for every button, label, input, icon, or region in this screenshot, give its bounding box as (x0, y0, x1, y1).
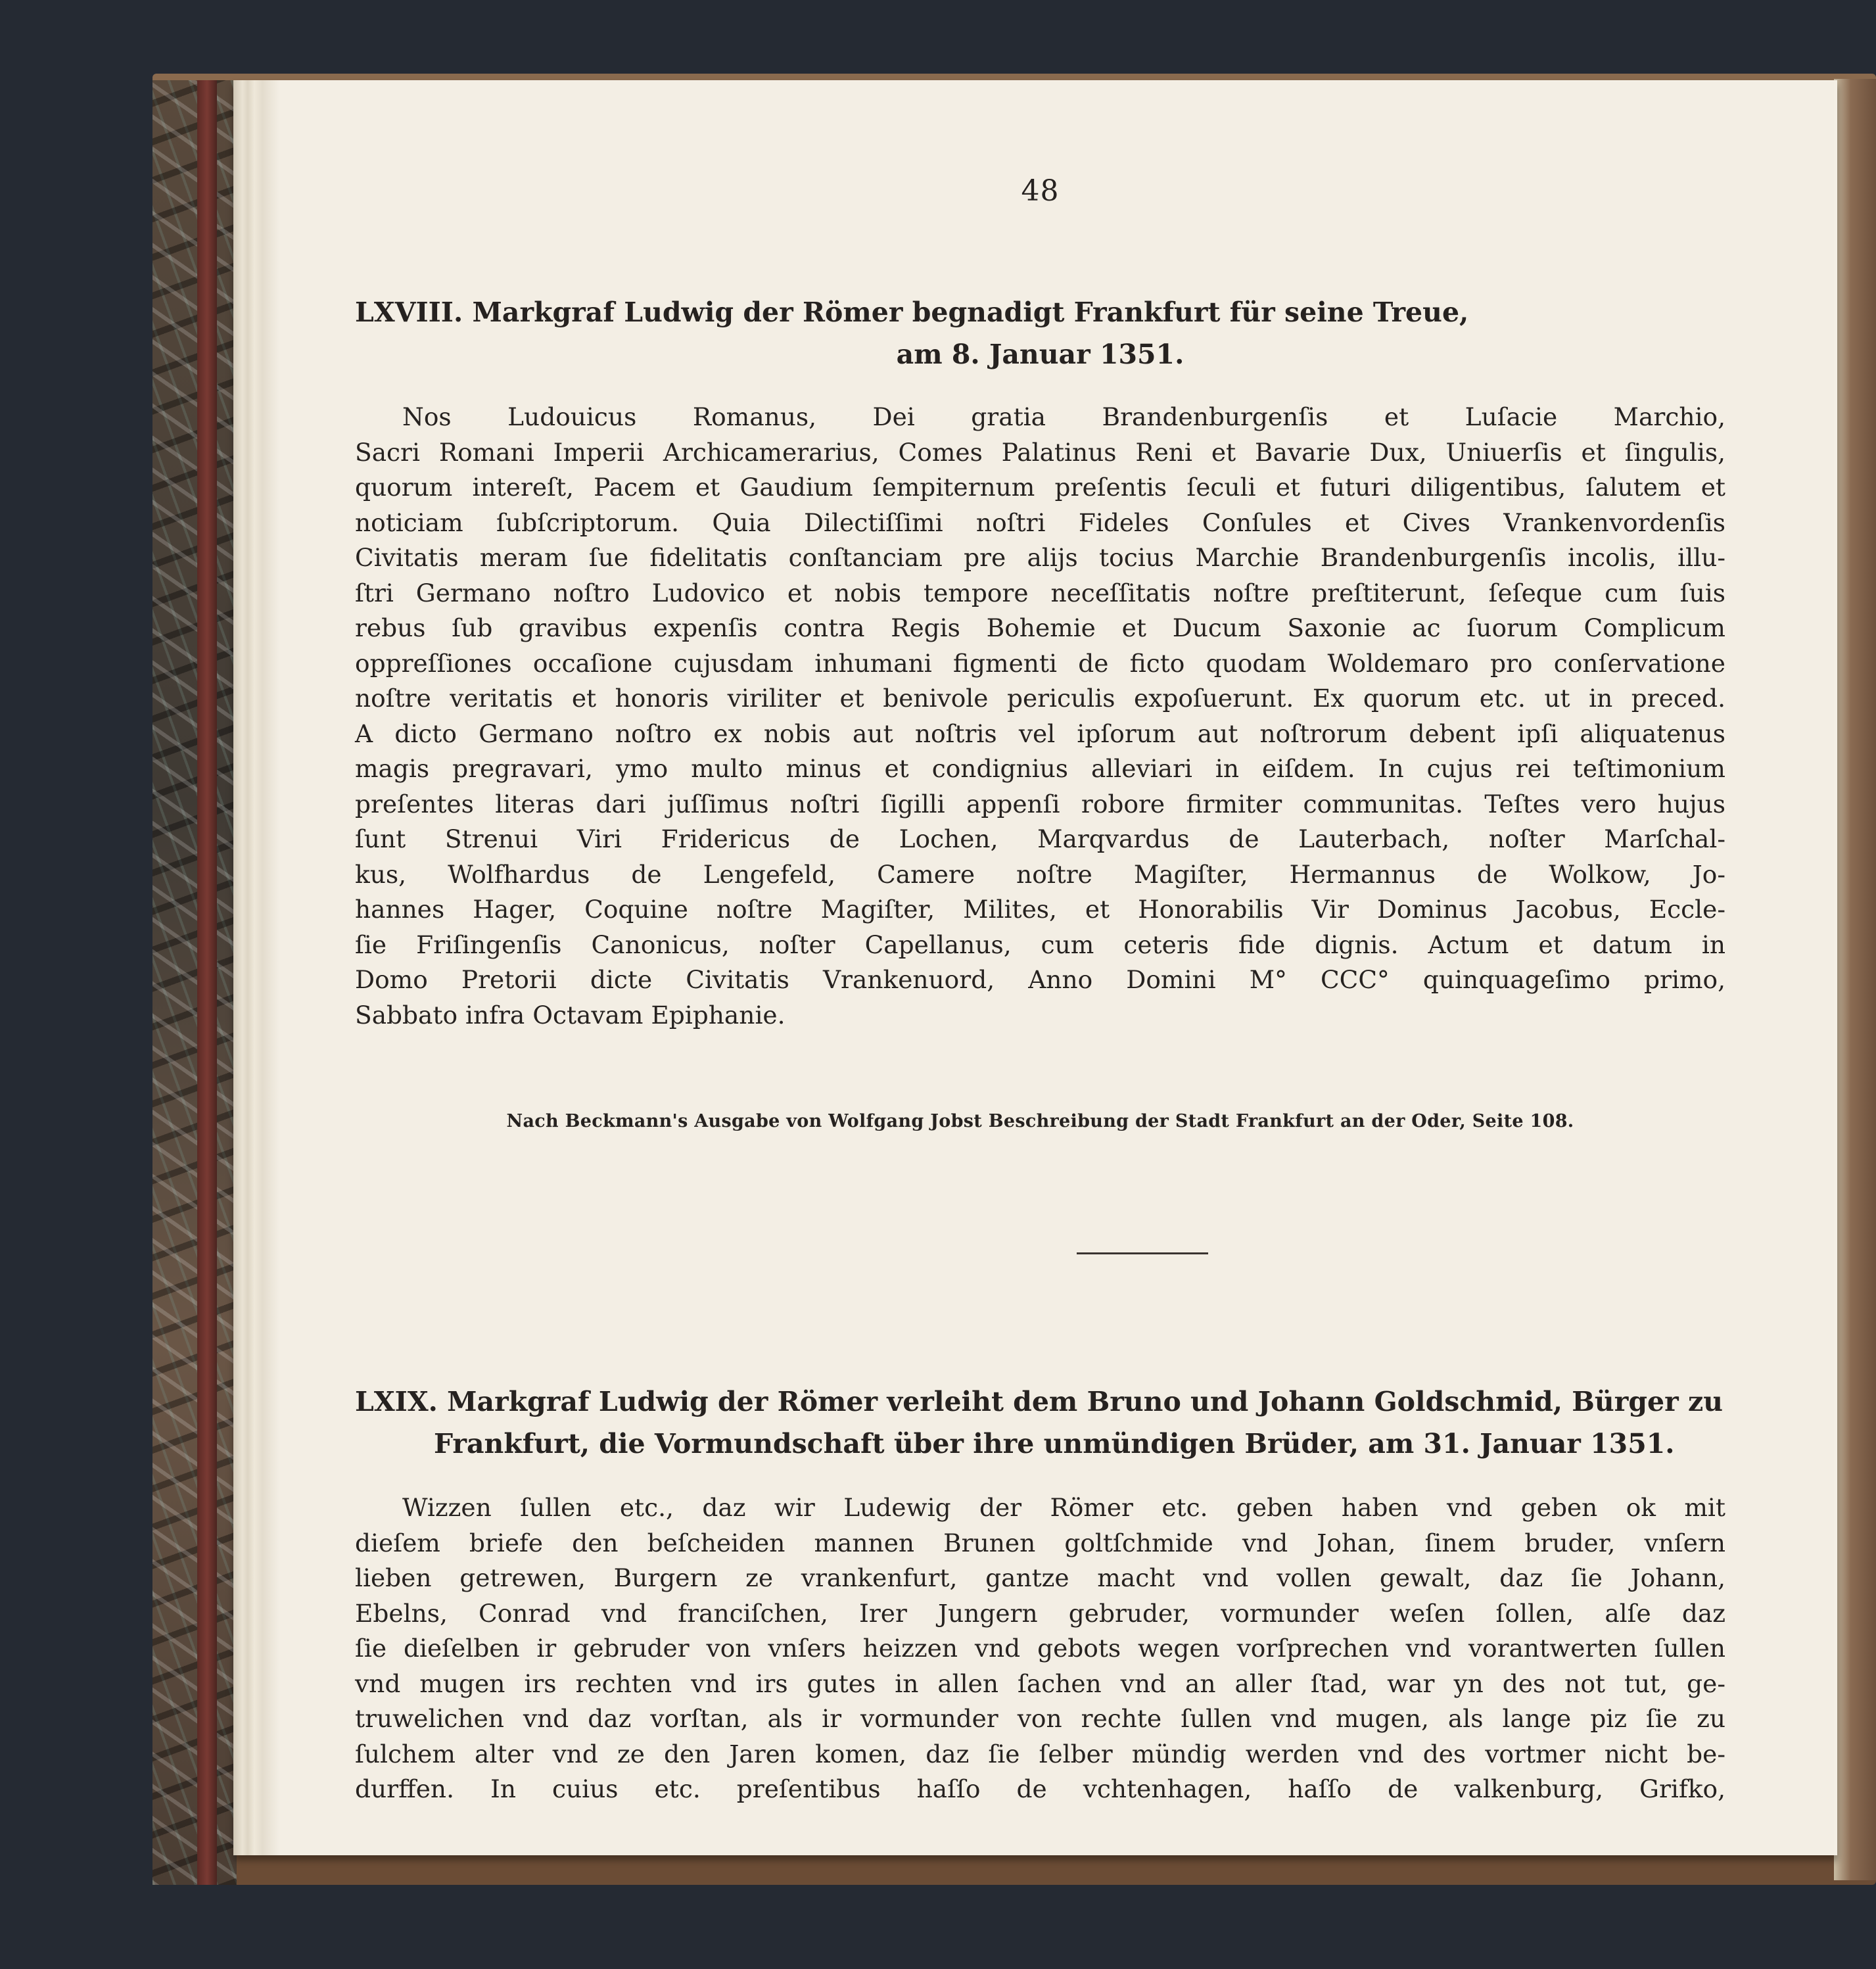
doc2-body (355, 1490, 1725, 1807)
doc2-body-line: ſulchem alter vnd ze den Jaren komen, daz ſie ſelber mündig werden vnd des vortmer nicht be- (355, 1739, 1725, 1768)
doc1-body-line: oppreſſiones occaſione cujusdam inhumani figmenti de ficto quodam Woldemaro pro conſervatione (355, 648, 1725, 678)
doc2-body-line: lieben getrewen, Burgern ze vrankenfurt, gantze macht vnd vollen gewalt, daz ſie Johann, (355, 1563, 1725, 1592)
doc1-body-line: ſie Friſingenſis Canonicus, noſter Capellanus, cum ceteris fide dignis. Actum et datum in (355, 930, 1725, 959)
doc1-body-line: quorum intereſt, Pacem et Gaudium ſempiternum preſentis ſeculi et futuri diligentibus, ſalutem et (355, 473, 1725, 502)
doc2-heading-line: LXIX. Markgraf Ludwig der Römer verleiht dem Bruno und Johann Goldschmid, Bürger zu (355, 1386, 1724, 1417)
doc1-body-line: ſunt Strenui Viri Fridericus de Lochen, Marqvardus de Lauterbach, noſter Marſchal- (355, 824, 1725, 853)
doc1-body-line: rebus ſub gravibus expenſis contra Regis Bohemie et Ducum Saxonie ac ſuorum Complicum (355, 613, 1725, 642)
doc2-body-line: Ebelns, Conrad vnd franciſchen, Irer Jungern gebruder, vormunder weſen ſollen, alſe daz (355, 1598, 1725, 1628)
doc2-body-line: ſie dieſelben ir gebruder von vnſers heizzen vnd gebots wegen vorſprechen vnd vorantwerten ſullen (355, 1634, 1725, 1663)
marbled-endpaper (152, 80, 237, 1885)
doc1-body-line: Nos Ludouicus Romanus, Dei gratia Brandenburgenſis et Luſacie Marchio, (402, 402, 1725, 431)
doc1-body-line: Sabbato infra Octavam Epiphanie. (355, 1000, 786, 1030)
doc1-body-line: ſtri Germano noſtro Ludovico et nobis tempore neceſſitatis noſtre preſtiterunt, ſeſeque cum ſuis (355, 578, 1725, 607)
doc1-heading (355, 291, 1725, 375)
doc2-body-line: Wizzen ſullen etc., daz wir Ludewig der Römer etc. geben haben vnd geben ok mit (402, 1493, 1725, 1522)
cover-right-edge (1834, 79, 1876, 1880)
section-divider (1077, 1252, 1208, 1254)
doc1-heading-line: LXVIII. Markgraf Ludwig der Römer begnadigt Frankfurt für seine Treue, (355, 297, 1469, 328)
doc1-body-line: A dicto Germano noſtro ex nobis aut noſtris vel ipſorum aut noſtrorum debent ipſi aliquatenus (355, 719, 1725, 748)
doc1-source-note: Nach Beckmann's Ausgabe von Wolfgang Jobst Beschreibung der Stadt Frankfurt an der Oder, Seite 108. (506, 1111, 1574, 1131)
doc1-body-line: noticiam ſubſcriptorum. Quia Dilectiſſimi noſtri Fideles Conſules et Cives Vrankenvordenſis (355, 508, 1725, 537)
page-number: 48 (1021, 174, 1060, 208)
doc1-body-line: Domo Pretorii dicte Civitatis Vrankenuord, Anno Domini M° CCC° quinquageſimo primo, (355, 965, 1725, 994)
doc2-body-line: vnd mugen irs rechten vnd irs gutes in allen ſachen vnd an aller ſtad, war yn des not tut, ge- (355, 1669, 1725, 1698)
doc1-body-line: magis pregravari, ymo multo minus et condignius alleviari in eiſdem. In cujus rei teſtimonium (355, 754, 1725, 783)
doc1-heading-line: am 8. Januar 1351. (896, 339, 1184, 370)
doc1-body (355, 400, 1725, 1033)
book-spine-edge (197, 80, 217, 1885)
doc2-body-line: dieſem briefe den beſcheiden mannen Brunen goltſchmide vnd Johan, ſinem bruder, vnſern (355, 1528, 1725, 1557)
doc1-body-line: Sacri Romani Imperii Archicamerarius, Comes Palatinus Reni et Bavarie Dux, Uniuerſis et ſingulis, (355, 437, 1725, 467)
doc2-heading-line: Frankfurt, die Vormundschaft über ihre unmündigen Brüder, am 31. Januar 1351. (434, 1428, 1675, 1459)
doc1-body-line: Civitatis meram ſue fidelitatis conſtanciam pre alijs tocius Marchie Brandenburgenſis incolis, illu- (355, 543, 1725, 572)
doc2-body-line: durffen. In cuius etc. preſentibus haſſo de vchtenhagen, haſſo de valkenburg, Grifko, (355, 1774, 1725, 1803)
doc1-body-line: kus, Wolfhardus de Lengefeld, Camere noſtre Magiſter, Hermannus de Wolkow, Jo- (355, 859, 1725, 889)
doc1-body-line: hannes Hager, Coquine noſtre Magiſter, Milites, et Honorabilis Vir Dominus Jacobus, Eccle- (355, 895, 1725, 924)
doc2-heading (355, 1381, 1725, 1465)
doc2-body-line: truwelichen vnd daz vorſtan, als ir vormunder von rechte ſullen vnd mugen, als lange piz ſie zu (355, 1704, 1725, 1733)
doc1-body-line: noſtre veritatis et honoris viriliter et benivole periculis expoſuerunt. Ex quorum etc. ut in preced. (355, 684, 1725, 713)
doc1-body-line: preſentes literas dari juſſimus noſtri ſigilli appenſi robore firmiter communitas. Teſtes vero hujus (355, 789, 1725, 818)
